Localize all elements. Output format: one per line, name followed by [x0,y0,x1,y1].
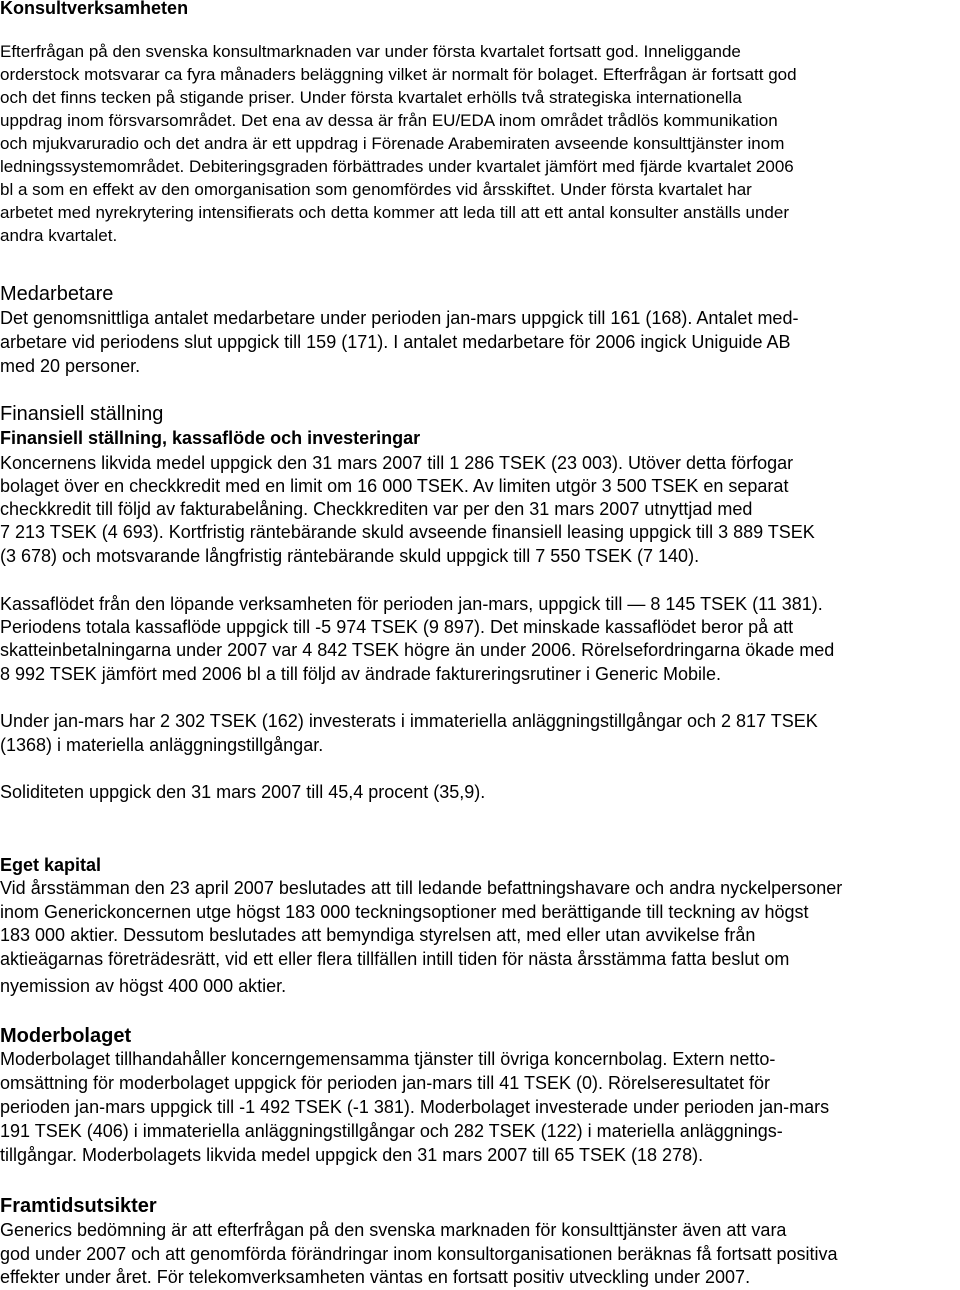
paragraph-line: uppdrag inom försvarsområdet. Det ena av dessa är från EU/EDA inom området trådlös kommunikation [0,111,778,130]
paragraph-line: arbetet med nyrekrytering intensifierats och detta kommer att leda till att ett antal konsulter anställs under [0,203,790,222]
paragraph-line: Moderbolaget tillhandahåller koncerngemensamma tjänster till övriga koncernbolag. Extern netto- [0,1049,776,1069]
paragraph-line: Kassaflödet från den löpande verksamheten för perioden jan-mars, uppgick till — 8 145 TSEK (11 381). [0,594,823,614]
paragraph-line: tillgångar. Moderbolagets likvida medel uppgick den 31 mars 2007 till 65 TSEK (18 278). [0,1145,704,1165]
paragraph-line: (1368) i materiella anläggningstillgångar. [0,735,324,755]
paragraph-line: Periodens totala kassaflöde uppgick till -5 974 TSEK (9 897). Det minskade kassaflödet beror på att [0,617,794,637]
paragraph-line: bolaget över en checkkredit med en limit om 16 000 TSEK. Av limiten utgör 3 500 TSEK en separat [0,476,789,496]
paragraph-line: Under jan-mars har 2 302 TSEK (162) investerats i immateriella anläggningstillgångar och 2 817 TSEK [0,711,818,731]
paragraph-line: Efterfrågan på den svenska konsultmarknaden var under första kvartalet fortsatt god. Inneliggande [0,42,741,61]
paragraph-line: orderstock motsvarar ca fyra månaders beläggning vilket är normalt för bolaget. Efterfrågan är fortsatt god [0,65,797,84]
section-heading-framtidsutsikter: Framtidsutsikter [0,1195,157,1217]
paragraph-line: Vid årsstämman den 23 april 2007 beslutades att till ledande befattningshavare och andra nyckelpersoner [0,878,843,898]
paragraph-line: Soliditeten uppgick den 31 mars 2007 till 45,4 procent (35,9). [0,782,486,802]
paragraph-line: 8 992 TSEK jämfört med 2006 bl a till följd av ändrade faktureringsrutiner i Generic Mobile. [0,664,722,684]
paragraph-line: 7 213 TSEK (4 693). Kortfristig räntebärande skuld avseende finansiell leasing uppgick till 3 889 TSEK [0,522,815,542]
section-subheading: Finansiell ställning, kassaflöde och investeringar [0,428,421,448]
paragraph-line: (3 678) och motsvarande långfristig räntebärande skuld uppgick till 7 550 TSEK (7 140). [0,546,700,566]
paragraph-line: 191 TSEK (406) i immateriella anläggningstillgångar och 282 TSEK (122) i materiella anläggnings- [0,1121,783,1141]
section-heading-finansiell-stallning: Finansiell ställning [0,403,164,425]
section-heading-konsultverksamheten: Konsultverksamheten [0,0,189,18]
paragraph-line: aktieägarnas företrädesrätt, vid ett eller flera tillfällen intill tiden för nästa årsstämma fatta beslut om [0,949,790,969]
paragraph-line: inom Generickoncernen utge högst 183 000 teckningsoptioner med berättigande till teckning av högst [0,902,809,922]
paragraph-line: skatteinbetalningarna under 2007 var 4 842 TSEK högre än under 2006. Rörelsefordringarna ökade med [0,640,835,660]
paragraph-line: perioden jan-mars uppgick till -1 492 TSEK (-1 381). Moderbolaget investerade under perioden jan-mars [0,1097,830,1117]
section-heading-medarbetare: Medarbetare [0,283,114,305]
paragraph-line: bl a som en effekt av den omorganisation som genomfördes vid årsskiftet. Under första kvartalet har [0,180,752,199]
paragraph-line: arbetare vid periodens slut uppgick till 159 (171). I antalet medarbetare för 2006 ingick Uniguide AB [0,332,791,352]
paragraph-line: och det finns tecken på stigande priser. Under första kvartalet erhölls två strategiska internationella [0,88,742,107]
paragraph-line: Generics bedömning är att efterfrågan på den svenska marknaden för konsulttjänster även att vara [0,1220,787,1240]
paragraph-line: andra kvartalet. [0,226,118,245]
paragraph-line: omsättning för moderbolaget uppgick för perioden jan-mars till 41 TSEK (0). Rörelseresultatet för [0,1073,771,1093]
paragraph-line: checkkredit till följd av fakturabelåning. Checkkrediten var per den 31 mars 2007 utnyttjad med [0,499,753,519]
paragraph-line: med 20 personer. [0,356,141,376]
paragraph-line: och mjukvaruradio och det andra är ett uppdrag i Förenade Arabemiraten avseende konsulttjänster inom [0,134,785,153]
section-heading-eget-kapital: Eget kapital [0,855,102,875]
paragraph-line: ledningssystemområdet. Debiteringsgraden förbättrades under kvartalet jämfört med fjärde kvartalet 2006 [0,157,794,176]
paragraph-line: effekter under året. För telekomverksamheten väntas en fortsatt positiv utveckling under 2007. [0,1267,751,1287]
paragraph-line: Koncernens likvida medel uppgick den 31 mars 2007 till 1 286 TSEK (23 003). Utöver detta förfogar [0,453,794,473]
paragraph-line: god under 2007 och att genomförda förändringar inom konsultorganisationen beräknas få fortsatt positiva [0,1244,838,1264]
section-heading-moderbolaget: Moderbolaget [0,1025,132,1047]
paragraph-line: Det genomsnittliga antalet medarbetare under perioden jan-mars uppgick till 161 (168). Antalet med- [0,308,799,328]
paragraph-line: nyemission av högst 400 000 aktier. [0,976,287,996]
paragraph-line: 183 000 aktier. Dessutom beslutades att bemyndiga styrelsen att, med eller utan avvikelse från [0,925,756,945]
